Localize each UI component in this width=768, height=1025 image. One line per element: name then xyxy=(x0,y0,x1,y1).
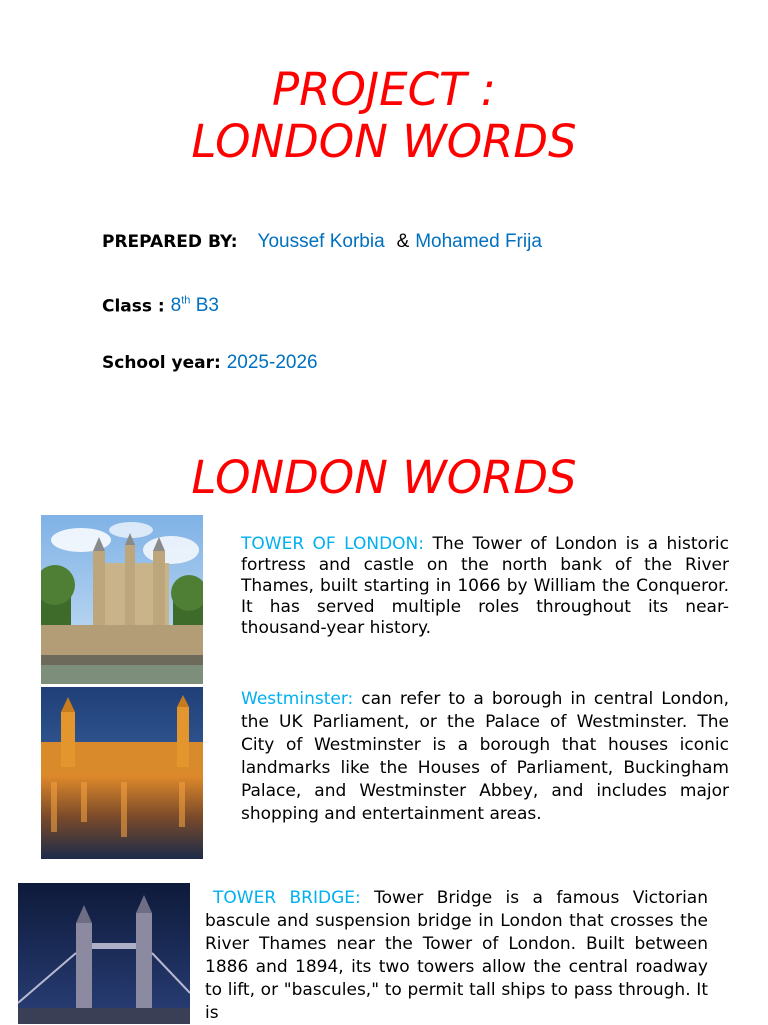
author-name-1: Youssef Korbia xyxy=(257,231,385,252)
tower-bridge-photo xyxy=(18,883,190,1024)
class-row xyxy=(102,295,219,317)
tower-bridge-entry xyxy=(205,887,708,1025)
westminster-photo xyxy=(41,687,203,859)
school-year-label: School year: xyxy=(102,353,221,373)
project-title xyxy=(0,64,768,168)
tower-bridge-label: TOWER BRIDGE: xyxy=(213,888,361,908)
tower-of-london-photo xyxy=(41,515,203,684)
westminster-entry xyxy=(241,688,729,826)
section-title: LONDON WORDS xyxy=(191,451,577,504)
author-name-2: Mohamed Frija xyxy=(415,231,542,252)
class-label: Class : xyxy=(102,296,165,317)
tower-of-london-text: The Tower of London is a historic fortress and castle on the north bank of the River Thames, built starting in 1066 by William the Conqueror. It has served multiple roles throughout its near-thousand-year history. xyxy=(241,534,729,638)
prepared-by-label: PREPARED BY: xyxy=(102,232,238,252)
school-year-value: 2025-2026 xyxy=(226,352,318,373)
westminster-label: Westminster: xyxy=(241,689,354,709)
school-year-row xyxy=(102,352,318,374)
title-line-2: LONDON WORDS xyxy=(191,115,577,168)
class-number: 8 xyxy=(170,295,182,317)
tower-bridge-text: Tower Bridge is a famous Victorian bascule and suspension bridge in London that crosses the River Thames near the Tower of London. Built between 1886 and 1894, its two towers allow the central roadway to lift, or "bascules," to permit tall ships to pass through. It is xyxy=(205,888,708,1023)
class-suffix: th xyxy=(181,295,191,307)
class-section: B3 xyxy=(195,295,219,317)
tower-of-london-label: TOWER OF LONDON: xyxy=(241,534,425,554)
westminster-text: can refer to a borough in central London, the UK Parliament, or the Palace of Westminster. The City of Westminster is a borough that houses iconic landmarks like the Houses of Parliament, Buckingham Palace, and Westminster Abbey, and includes major shopping and entertainment areas. xyxy=(241,689,730,824)
title-line-1: PROJECT : xyxy=(272,63,496,116)
tower-of-london-entry xyxy=(241,534,729,639)
ampersand: & xyxy=(396,231,410,252)
prepared-by-row xyxy=(102,231,542,253)
